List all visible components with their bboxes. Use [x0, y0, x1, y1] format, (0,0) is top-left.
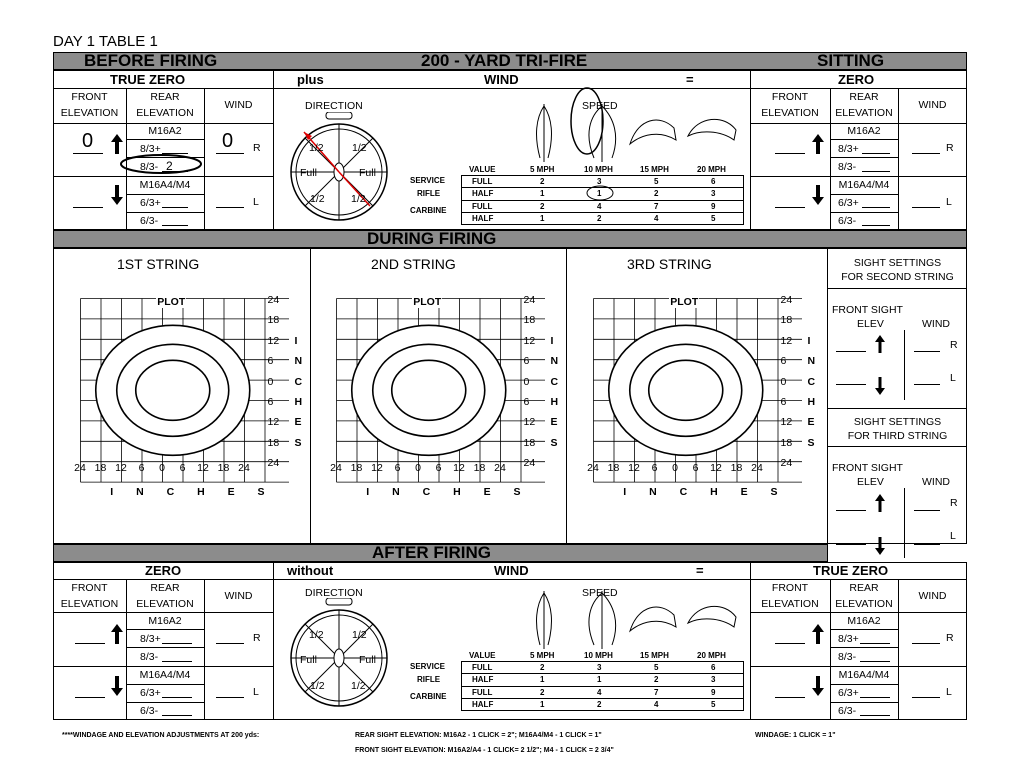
carbine-label: CARBINE — [410, 206, 447, 215]
r63p-label: 6/3+ — [140, 197, 161, 209]
y-tick-label: 12 — [523, 334, 536, 347]
arrow-up-icon — [110, 623, 124, 645]
speed-15: 15 MPH — [640, 165, 669, 174]
wind-label-r: WIND — [918, 99, 947, 111]
dial-half-lr-a: 1/2 — [351, 680, 366, 692]
string-1-title: 1ST STRING — [117, 256, 200, 272]
wind-r-a: R — [253, 632, 261, 644]
plot-grid — [593, 298, 838, 486]
r83p-ar: 8/3+ — [838, 633, 859, 645]
y-axis-word: S — [294, 436, 302, 449]
after-header: AFTER FIRING — [372, 543, 491, 562]
before-wind: WIND — [484, 72, 519, 87]
wind-l-r: L — [946, 196, 952, 208]
row-half-1-a: HALF — [472, 675, 494, 684]
wind-value: 0 — [222, 130, 234, 152]
wind-l-a: L — [253, 686, 259, 698]
value-label: VALUE — [469, 165, 496, 174]
r63m-a: 6/3- — [140, 705, 159, 717]
x-tick-label: 18 — [94, 461, 107, 474]
y-tick-label: 12 — [267, 416, 280, 429]
before-zero: ZERO — [838, 72, 875, 87]
before-right-header: SITTING — [817, 51, 885, 70]
y-tick-label: 24 — [267, 457, 280, 470]
arrow-down-icon — [811, 675, 825, 697]
cell: 5 — [654, 177, 659, 186]
r83p-label-r: 8/3+ — [838, 143, 859, 155]
dial-half-lr: 1/2 — [351, 193, 366, 205]
arrow-up-icon — [811, 623, 825, 645]
cell: 7 — [654, 688, 659, 697]
x-axis-word: I N C H E S — [110, 485, 275, 498]
direction-label-a: DIRECTION — [305, 587, 363, 599]
speed-label: SPEED — [582, 100, 618, 112]
x-tick-label: 12 — [628, 461, 640, 474]
cell: 2 — [540, 202, 545, 211]
dial-full-r: Full — [359, 167, 376, 179]
y-tick-label: 18 — [267, 436, 280, 449]
y-tick-label: 6 — [523, 355, 530, 368]
wind-3: WIND — [922, 476, 950, 488]
y-axis-word: I — [807, 334, 811, 347]
plot-label: PLOT — [670, 296, 699, 308]
speed-10-a: 10 MPH — [584, 651, 613, 660]
after-zero: ZERO — [145, 563, 182, 578]
cell: 3 — [711, 189, 716, 198]
dial-half-ur: 1/2 — [352, 142, 367, 154]
wind-l-ar: L — [946, 686, 952, 698]
x-tick-label: 24 — [587, 461, 599, 474]
m16a4-label-r: M16A4/M4 — [838, 179, 890, 191]
y-tick-label: 6 — [780, 355, 787, 368]
y-axis-word: E — [807, 416, 815, 429]
dial-half-ll: 1/2 — [310, 193, 325, 205]
x-tick-label: 24 — [74, 461, 86, 474]
plot-label: PLOT — [413, 296, 442, 308]
y-axis-word: C — [294, 375, 303, 388]
cell: 3 — [597, 663, 602, 672]
y-tick-label: 12 — [267, 334, 280, 347]
arrow-down-icon — [110, 184, 124, 206]
y-axis-word: S — [807, 436, 815, 449]
cell: 3 — [711, 675, 716, 684]
speed-15-a: 15 MPH — [640, 651, 669, 660]
direction-dial-icon — [282, 598, 396, 708]
row-full-2: FULL — [472, 202, 493, 211]
cell: 2 — [597, 700, 602, 709]
x-tick-label: 6 — [138, 461, 145, 474]
cell: 9 — [711, 202, 716, 211]
y-tick-label: 6 — [267, 355, 274, 368]
cell: 2 — [597, 214, 602, 223]
arrow-up-icon — [811, 133, 825, 155]
cell: 2 — [540, 177, 545, 186]
x-tick-label: 12 — [371, 461, 383, 474]
y-tick-label: 12 — [523, 416, 536, 429]
value-circle — [585, 185, 615, 201]
before-equals: = — [686, 72, 694, 87]
cell: 1 — [597, 189, 602, 198]
speed-5: 5 MPH — [530, 165, 555, 174]
during-band — [53, 230, 967, 248]
before-band — [53, 52, 967, 70]
wind-label: WIND — [224, 99, 253, 111]
row-full-2-a: FULL — [472, 688, 493, 697]
wind-r-2: R — [950, 339, 958, 351]
rear-elevation-label: ELEVATION — [136, 107, 194, 119]
after-band — [53, 544, 828, 562]
cell: 2 — [654, 675, 659, 684]
cell: 4 — [597, 688, 602, 697]
m16a4-label: M16A4/M4 — [139, 179, 191, 191]
string-2-title: 2ND STRING — [371, 256, 456, 272]
during-header: DURING FIRING — [367, 229, 497, 248]
y-axis-word: I — [294, 334, 298, 347]
m16a2-a: M16A2 — [148, 615, 182, 627]
wind-flags-icon — [510, 587, 740, 651]
row-full-1-a: FULL — [472, 663, 493, 672]
dial-half-ll-a: 1/2 — [310, 680, 325, 692]
front-label-a: FRONT — [71, 582, 108, 594]
speed-5-a: 5 MPH — [530, 651, 555, 660]
x-tick-label: 18 — [350, 461, 363, 474]
after-wind: WIND — [494, 563, 529, 578]
y-axis-word: N — [294, 355, 303, 368]
elevation-label-a: ELEVATION — [60, 598, 119, 610]
y-axis-word: E — [550, 416, 558, 429]
r63p-label-r: 6/3+ — [838, 197, 859, 209]
front-label-ar: FRONT — [771, 582, 809, 594]
r83p-label: 8/3+ — [140, 143, 161, 155]
plot-label: PLOT — [157, 296, 186, 308]
x-tick-label: 6 — [394, 461, 401, 474]
y-tick-label: 6 — [780, 396, 787, 408]
rear-label-ar: REAR — [849, 582, 879, 594]
x-tick-label: 18 — [473, 461, 486, 474]
x-tick-label: 0 — [415, 461, 421, 474]
arrow-up-icon — [874, 334, 886, 354]
rear-value: 2 — [166, 159, 173, 173]
cell: 6 — [711, 663, 716, 672]
wind-label-ar: WIND — [918, 590, 947, 602]
y-tick-label: 12 — [780, 334, 793, 347]
plot-1[interactable] — [74, 294, 325, 498]
cell: 9 — [711, 688, 716, 697]
dial-full-r-a: Full — [359, 654, 376, 666]
y-tick-label: 18 — [523, 436, 536, 449]
r63p-ar: 6/3+ — [838, 687, 859, 699]
wind-l-3: L — [950, 530, 956, 542]
y-axis-word: H — [550, 396, 559, 408]
r83m-ar: 8/3- — [838, 651, 857, 663]
rear-elevation-label-r: ELEVATION — [835, 107, 893, 119]
after-without: without — [287, 563, 334, 578]
dial-full-l: Full — [300, 167, 317, 179]
y-tick-label: 0 — [267, 375, 274, 388]
x-tick-label: 24 — [494, 461, 506, 474]
elevation-label-ar: ELEVATION — [761, 598, 819, 610]
cell: 1 — [540, 675, 545, 684]
value-label-a: VALUE — [469, 651, 496, 660]
m16a2-label-r: M16A2 — [847, 125, 881, 137]
r63m-label: 6/3- — [140, 215, 159, 227]
wind-label-a: WIND — [224, 590, 253, 602]
wind-r: R — [253, 142, 261, 154]
plot-grid — [336, 298, 581, 486]
before-plus: plus — [297, 72, 324, 87]
y-tick-label: 24 — [267, 294, 280, 306]
rear-elev-ar: ELEVATION — [835, 598, 893, 610]
wind-r-3: R — [950, 497, 958, 509]
y-axis-word: H — [807, 396, 816, 408]
x-tick-label: 0 — [159, 461, 165, 474]
wind-l-2: L — [950, 372, 956, 384]
y-tick-label: 24 — [523, 294, 536, 306]
x-tick-label: 6 — [651, 461, 658, 474]
cell: 5 — [711, 700, 716, 709]
elev-3: ELEV — [857, 476, 884, 488]
before-left-header: BEFORE FIRING — [84, 51, 218, 70]
cell: 5 — [711, 214, 716, 223]
before-center-header: 200 - YARD TRI-FIRE — [421, 51, 588, 70]
arrow-up-icon — [874, 493, 886, 513]
after-equals: = — [696, 563, 704, 578]
dial-half-ur-a: 1/2 — [352, 629, 367, 641]
row-half-1: HALF — [472, 189, 494, 198]
elevation-label: ELEVATION — [60, 107, 119, 119]
rear-value-circle — [118, 153, 204, 175]
r83m-label: 8/3- — [140, 161, 159, 173]
rifle-label-a: RIFLE — [417, 675, 441, 684]
arrow-down-icon — [874, 376, 886, 396]
rear-elev-a: ELEVATION — [136, 598, 194, 610]
m16a2-ar: M16A2 — [847, 615, 881, 627]
dial-half-ul-a: 1/2 — [309, 629, 324, 641]
y-tick-label: 6 — [523, 396, 530, 408]
second-title-2: FOR SECOND STRING — [841, 271, 954, 283]
front-sight-2: FRONT SIGHT — [832, 304, 903, 316]
cell: 1 — [540, 214, 545, 223]
y-tick-label: 18 — [523, 314, 536, 327]
elevation-label-r: ELEVATION — [761, 107, 819, 119]
x-tick-label: 24 — [330, 461, 342, 474]
y-tick-label: 12 — [780, 416, 793, 429]
wind-r-r: R — [946, 142, 954, 154]
x-tick-label: 12 — [115, 461, 127, 474]
x-tick-label: 6 — [179, 461, 186, 474]
r63p-a: 6/3+ — [140, 687, 161, 699]
cell: 1 — [597, 675, 602, 684]
row-half-2: HALF — [472, 214, 494, 223]
before-true-zero: TRUE ZERO — [110, 72, 186, 87]
rear-label-r: REAR — [849, 91, 879, 103]
x-tick-label: 24 — [751, 461, 763, 474]
r63m-ar: 6/3- — [838, 705, 857, 717]
x-tick-label: 6 — [692, 461, 699, 474]
footer-windage: WINDAGE: 1 CLICK = 1" — [755, 732, 836, 739]
y-tick-label: 24 — [780, 457, 793, 470]
front-label: FRONT — [71, 91, 108, 103]
x-tick-label: 0 — [672, 461, 678, 474]
x-tick-label: 24 — [238, 461, 250, 474]
row-half-2-a: HALF — [472, 700, 494, 709]
rifle-label: RIFLE — [417, 189, 441, 198]
x-tick-label: 18 — [217, 461, 230, 474]
service-label: SERVICE — [410, 176, 445, 185]
m16a2-label: M16A2 — [148, 125, 182, 137]
front-sight-3: FRONT SIGHT — [832, 462, 903, 474]
cell: 1 — [540, 700, 545, 709]
y-axis-word: E — [294, 416, 302, 429]
front-label-r: FRONT — [771, 91, 809, 103]
cell: 2 — [540, 663, 545, 672]
y-tick-label: 24 — [523, 457, 536, 470]
m16a4-a: M16A4/M4 — [139, 669, 191, 681]
cell: 2 — [654, 189, 659, 198]
speed-20: 20 MPH — [697, 165, 726, 174]
y-axis-word: S — [550, 436, 558, 449]
speed-20-a: 20 MPH — [697, 651, 726, 660]
speed-10: 10 MPH — [584, 165, 613, 174]
third-title-1: SIGHT SETTINGS — [853, 416, 942, 428]
arrow-down-icon — [110, 675, 124, 697]
x-tick-label: 12 — [197, 461, 209, 474]
wind-2: WIND — [922, 318, 950, 330]
rear-label: REAR — [150, 91, 180, 103]
x-axis-word: I N C H E S — [623, 485, 788, 498]
cell: 4 — [654, 700, 659, 709]
cell: 7 — [654, 202, 659, 211]
third-title-2: FOR THIRD STRING — [847, 430, 948, 442]
x-tick-label: 6 — [435, 461, 442, 474]
cell: 5 — [654, 663, 659, 672]
y-axis-word: I — [550, 334, 554, 347]
front-value: 0 — [82, 130, 94, 152]
arrow-down-icon — [811, 184, 825, 206]
after-true-zero: TRUE ZERO — [813, 563, 889, 578]
y-tick-label: 0 — [780, 375, 787, 388]
cell: 1 — [540, 189, 545, 198]
dial-full-l-a: Full — [300, 654, 317, 666]
x-tick-label: 18 — [607, 461, 620, 474]
arrow-up-icon — [110, 133, 124, 155]
dial-half-ul: 1/2 — [309, 142, 324, 154]
wind-flags-icon — [510, 100, 740, 164]
wind-l: L — [253, 196, 259, 208]
direction-label: DIRECTION — [305, 100, 363, 112]
y-axis-word: C — [550, 375, 559, 388]
y-axis-word: H — [294, 396, 303, 408]
row-full-1: FULL — [472, 177, 493, 186]
x-tick-label: 12 — [710, 461, 722, 474]
x-axis-word: I N C H E S — [366, 485, 531, 498]
rear-label-a: REAR — [150, 582, 180, 594]
x-tick-label: 12 — [453, 461, 465, 474]
plot-3[interactable] — [587, 294, 838, 498]
cell: 6 — [711, 177, 716, 186]
r83m-label-r: 8/3- — [838, 161, 857, 173]
footer-adjustments: ****WINDAGE AND ELEVATION ADJUSTMENTS AT 200 yds: — [62, 732, 260, 739]
elev-2: ELEV — [857, 318, 884, 330]
y-axis-word: C — [807, 375, 816, 388]
cell: 4 — [597, 202, 602, 211]
speed-label-a: SPEED — [582, 587, 618, 599]
plot-grid — [80, 298, 325, 486]
cell: 3 — [597, 177, 602, 186]
footer-rear-sight: REAR SIGHT ELEVATION: M16A2 - 1 CLICK = 2"; M16A4/M4 - 1 CLICK = 1" — [355, 732, 602, 739]
x-tick-label: 18 — [730, 461, 743, 474]
y-tick-label: 6 — [267, 396, 274, 408]
plot-2[interactable] — [330, 294, 581, 498]
m16a4-ar: M16A4/M4 — [838, 669, 890, 681]
cell: 4 — [654, 214, 659, 223]
y-axis-word: N — [807, 355, 816, 368]
r63m-label-r: 6/3- — [838, 215, 857, 227]
cell: 2 — [540, 688, 545, 697]
service-label-a: SERVICE — [410, 662, 445, 671]
arrow-down-icon — [874, 536, 886, 556]
y-tick-label: 18 — [780, 436, 793, 449]
r83m-a: 8/3- — [140, 651, 159, 663]
carbine-label-a: CARBINE — [410, 692, 447, 701]
doc-title: DAY 1 TABLE 1 — [53, 33, 158, 50]
y-tick-label: 0 — [523, 375, 530, 388]
string-3-title: 3RD STRING — [627, 256, 712, 272]
y-axis-word: N — [550, 355, 559, 368]
wind-r-ar: R — [946, 632, 954, 644]
footer-front-sight: FRONT SIGHT ELEVATION: M16A2/A4 - 1 CLICK= 2 1/2"; M4 - 1 CLICK = 2 3/4" — [355, 747, 614, 754]
r83p-a: 8/3+ — [140, 633, 161, 645]
y-tick-label: 18 — [780, 314, 793, 327]
y-tick-label: 24 — [780, 294, 793, 306]
y-tick-label: 18 — [267, 314, 280, 327]
second-title-1: SIGHT SETTINGS — [853, 257, 942, 269]
